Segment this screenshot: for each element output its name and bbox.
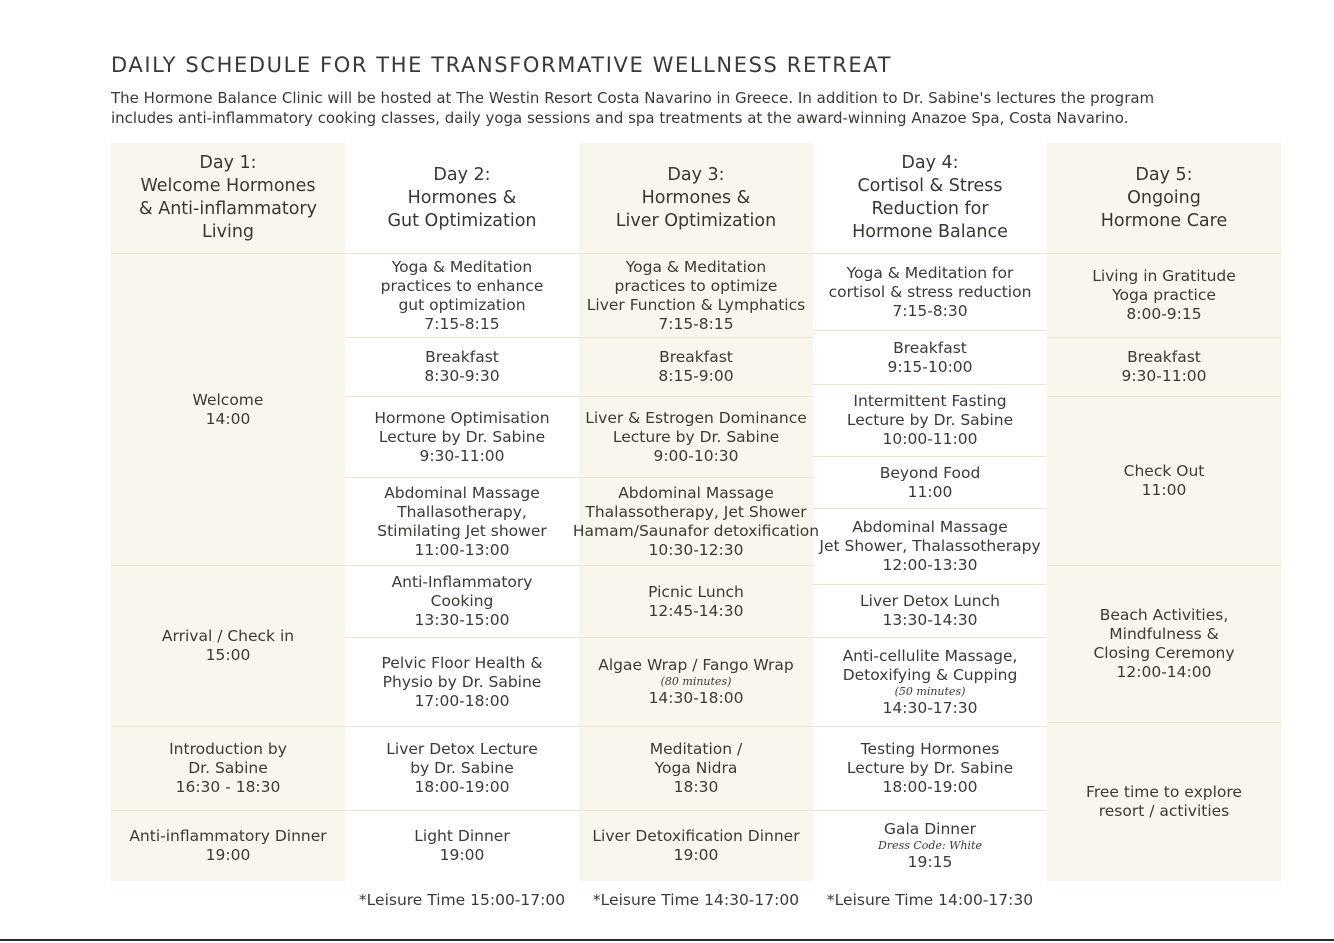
leisure-time-note: *Leisure Time 14:00-17:30 <box>826 891 1034 909</box>
schedule-cell <box>813 508 1047 584</box>
event-line: 13:30-14:30 <box>882 611 978 629</box>
day-header-line: Hormone Care <box>1100 210 1228 231</box>
day-header-line: Hormone Balance <box>852 222 1008 242</box>
event-line: Living in Gratitude <box>1092 267 1236 285</box>
day-header-line: Day 4: <box>901 153 959 173</box>
day-header-line: Ongoing <box>1127 187 1201 208</box>
event-line: Free time to explore <box>1086 783 1242 801</box>
day-header-line: Day 2: <box>433 164 491 185</box>
event-note: (50 minutes) <box>894 684 966 698</box>
event-line: Liver Detoxification Dinner <box>592 827 800 845</box>
event-line: 18:00-19:00 <box>882 778 978 796</box>
day-header-line: Reduction for <box>871 199 989 219</box>
event-line: Breakfast <box>893 338 967 357</box>
event-line: Abdominal Massage <box>852 518 1008 536</box>
event-line: 9:30-11:00 <box>1121 367 1207 385</box>
event-line: Meditation / <box>649 740 743 758</box>
event-line: Anti-cellulite Massage, <box>842 646 1018 665</box>
event-line: Cooking <box>430 592 494 610</box>
event-line: Lecture by Dr. Sabine <box>378 427 546 446</box>
schedule-cell <box>579 337 813 396</box>
event-line: 19:00 <box>673 846 719 864</box>
event-line: Intermittent Fasting <box>853 392 1007 410</box>
event-line: Mindfulness & <box>1109 625 1219 643</box>
day-header-line: Day 3: <box>667 164 725 185</box>
event-line: Liver Function & Lymphatics <box>586 295 806 314</box>
schedule-cell <box>1047 337 1281 396</box>
schedule-cell <box>111 565 345 726</box>
event-line: Yoga practice <box>1112 286 1216 304</box>
event-line: 8:15-9:00 <box>658 367 734 385</box>
day-1-column <box>111 143 345 881</box>
event-line: Abdominal Massage <box>618 483 774 502</box>
event-line: 7:15-8:30 <box>892 301 968 320</box>
event-line: Stimilating Jet shower <box>377 521 547 540</box>
event-line: 9:00-10:30 <box>653 446 739 465</box>
event-line: Anti-Inflammatory <box>391 573 533 591</box>
schedule-cell <box>345 810 579 881</box>
day-2-column <box>345 143 579 881</box>
event-line: 15:00 <box>205 646 251 664</box>
day-header <box>111 143 345 253</box>
schedule-cell <box>572 477 820 565</box>
event-line: 10:00-11:00 <box>882 430 978 448</box>
intro-paragraph <box>111 88 1291 128</box>
event-line: gut optimization <box>398 295 526 314</box>
schedule-title: DAILY SCHEDULE FOR THE TRANSFORMATIVE WELLNESS RETREAT <box>111 53 893 77</box>
schedule-cell <box>579 810 813 881</box>
event-line: Gala Dinner <box>883 820 977 838</box>
intro-line: includes anti-inflammatory cooking classes, daily yoga sessions and spa treatments at the award-winning Anazoe Spa, Costa Navarino. <box>111 109 1129 127</box>
event-line: Yoga & Meditation <box>391 257 533 276</box>
event-line: practices to optimize <box>614 276 778 295</box>
event-line: Jet Shower, Thalassotherapy <box>819 537 1041 555</box>
day-header-line: Gut Optimization <box>387 210 537 231</box>
schedule-cell <box>111 726 345 810</box>
event-line: Introduction by <box>169 740 287 758</box>
event-line: 14:30-17:30 <box>882 698 978 717</box>
schedule-cell <box>813 584 1047 637</box>
event-line: Hormone Optimisation <box>374 408 550 427</box>
event-line: Pelvic Floor Health & <box>381 653 543 672</box>
event-line: 18:30 <box>673 778 719 796</box>
schedule-cell <box>1047 396 1281 565</box>
event-line: Light Dinner <box>414 827 510 845</box>
event-line: 10:30-12:30 <box>648 540 744 559</box>
event-line: 11:00-13:00 <box>414 540 510 559</box>
bottom-rule <box>0 939 1334 941</box>
event-line: 16:30 - 18:30 <box>175 778 281 796</box>
schedule-cell <box>579 637 813 726</box>
event-line: Thalassotherapy, Jet Shower <box>585 502 807 521</box>
event-line: 9:15-10:00 <box>887 357 973 376</box>
intro-line: The Hormone Balance Clinic will be hosted at The Westin Resort Costa Navarino in Greece. In addition to Dr. Sabine's lectures the program <box>111 89 1155 107</box>
event-line: Dr. Sabine <box>188 759 268 777</box>
event-line: Anti-inflammatory Dinner <box>129 827 327 845</box>
schedule-cell <box>345 396 579 477</box>
day-header-line: Day 5: <box>1135 164 1193 185</box>
event-line: 19:15 <box>907 853 953 871</box>
event-line: Hamam/Saunafor detoxification <box>572 521 820 540</box>
day-header <box>345 143 579 253</box>
event-line: 13:30-15:00 <box>414 611 510 629</box>
schedule-cell <box>579 726 813 810</box>
day-header-line: Hormones & <box>641 187 751 208</box>
day-header-line: Living <box>201 222 255 242</box>
event-line: Arrival / Check in <box>161 627 295 645</box>
event-line: Yoga & Meditation for <box>846 263 1014 282</box>
event-line: Detoxifying & Cupping <box>842 665 1018 684</box>
day-header-line: & Anti-inflammatory <box>139 199 317 219</box>
event-line: practices to enhance <box>380 276 544 295</box>
schedule-cell <box>813 330 1047 384</box>
event-line: Physio by Dr. Sabine <box>382 672 542 691</box>
schedule-cell <box>345 477 579 565</box>
event-line: 11:00 <box>907 482 953 501</box>
event-line: 12:00-14:00 <box>1116 663 1212 681</box>
event-line: Liver Detox Lunch <box>860 592 1000 610</box>
event-line: 7:15-8:15 <box>424 314 500 333</box>
day-header-line: Cortisol & Stress <box>857 176 1003 196</box>
event-line: Yoga Nidra <box>654 759 738 777</box>
schedule-cell <box>111 253 345 565</box>
day-5-column <box>1047 143 1281 881</box>
day-header-line: Welcome Hormones <box>140 176 316 196</box>
schedule-cell <box>345 253 579 337</box>
event-line: Breakfast <box>659 348 733 366</box>
schedule-cell <box>345 726 579 810</box>
event-line: by Dr. Sabine <box>410 759 514 777</box>
schedule-cell <box>1047 722 1281 881</box>
day-header-line: Liver Optimization <box>615 210 777 231</box>
event-line: Testing Hormones <box>860 740 1000 758</box>
schedule-cell <box>813 456 1047 508</box>
event-line: 19:00 <box>439 846 485 864</box>
schedule-cell <box>813 384 1047 456</box>
day-header <box>813 143 1047 253</box>
schedule-cell <box>579 253 813 337</box>
event-line: cortisol & stress reduction <box>828 282 1032 301</box>
event-line: Thallasotherapy, <box>397 502 527 521</box>
event-line: 7:15-8:15 <box>658 314 734 333</box>
event-line: Welcome <box>192 390 264 409</box>
leisure-time-note: *Leisure Time 15:00-17:00 <box>358 891 566 909</box>
event-line: 14:00 <box>205 409 251 428</box>
event-line: Liver & Estrogen Dominance <box>585 408 807 427</box>
event-line: 12:45-14:30 <box>648 601 744 620</box>
schedule-cell <box>345 565 579 637</box>
event-line: 9:30-11:00 <box>419 446 505 465</box>
event-line: 19:00 <box>205 846 251 864</box>
event-line: Picnic Lunch <box>648 582 744 601</box>
schedule-cell <box>813 637 1047 726</box>
event-line: Liver Detox Lecture <box>386 740 538 758</box>
event-line: resort / activities <box>1098 802 1230 820</box>
event-line: Lecture by Dr. Sabine <box>846 759 1014 777</box>
event-line: 12:00-13:30 <box>882 556 978 574</box>
event-note: Dress Code: White <box>877 839 982 852</box>
event-line: Algae Wrap / Fango Wrap <box>598 656 794 674</box>
event-line: Beach Activities, <box>1099 606 1229 624</box>
schedule-cell <box>1047 253 1281 337</box>
event-line: Breakfast <box>1127 348 1201 366</box>
day-header-line: Day 1: <box>199 153 257 173</box>
day-header-line: Hormones & <box>407 187 517 208</box>
schedule-cell <box>111 810 345 881</box>
day-header <box>1047 143 1281 253</box>
schedule-cell <box>813 726 1047 810</box>
event-line: Abdominal Massage <box>384 483 540 502</box>
event-line: Yoga & Meditation <box>625 257 767 276</box>
event-line: Breakfast <box>425 348 499 366</box>
schedule-cell <box>1047 565 1281 722</box>
schedule-cell <box>579 396 813 477</box>
event-line: Closing Ceremony <box>1093 644 1235 662</box>
schedule-cell <box>345 637 579 726</box>
event-line: 18:00-19:00 <box>414 778 510 796</box>
schedule-cell <box>579 565 813 637</box>
schedule-cell <box>813 810 1047 881</box>
day-3-column <box>572 143 820 881</box>
event-line: 8:00-9:15 <box>1126 305 1202 323</box>
event-line: Check Out <box>1123 462 1205 480</box>
event-line: Beyond Food <box>879 463 981 482</box>
schedule-cell <box>345 337 579 396</box>
event-line: 14:30-18:00 <box>648 689 744 707</box>
day-header <box>579 143 813 253</box>
event-line: 8:30-9:30 <box>424 367 500 385</box>
schedule-cell <box>813 253 1047 330</box>
event-line: 11:00 <box>1141 481 1187 499</box>
event-line: Lecture by Dr. Sabine <box>846 411 1014 429</box>
event-line: Lecture by Dr. Sabine <box>612 427 780 446</box>
event-note: (80 minutes) <box>660 675 732 688</box>
leisure-time-note: *Leisure Time 14:30-17:00 <box>592 891 800 909</box>
day-4-column <box>813 143 1047 881</box>
event-line: 17:00-18:00 <box>414 691 510 710</box>
